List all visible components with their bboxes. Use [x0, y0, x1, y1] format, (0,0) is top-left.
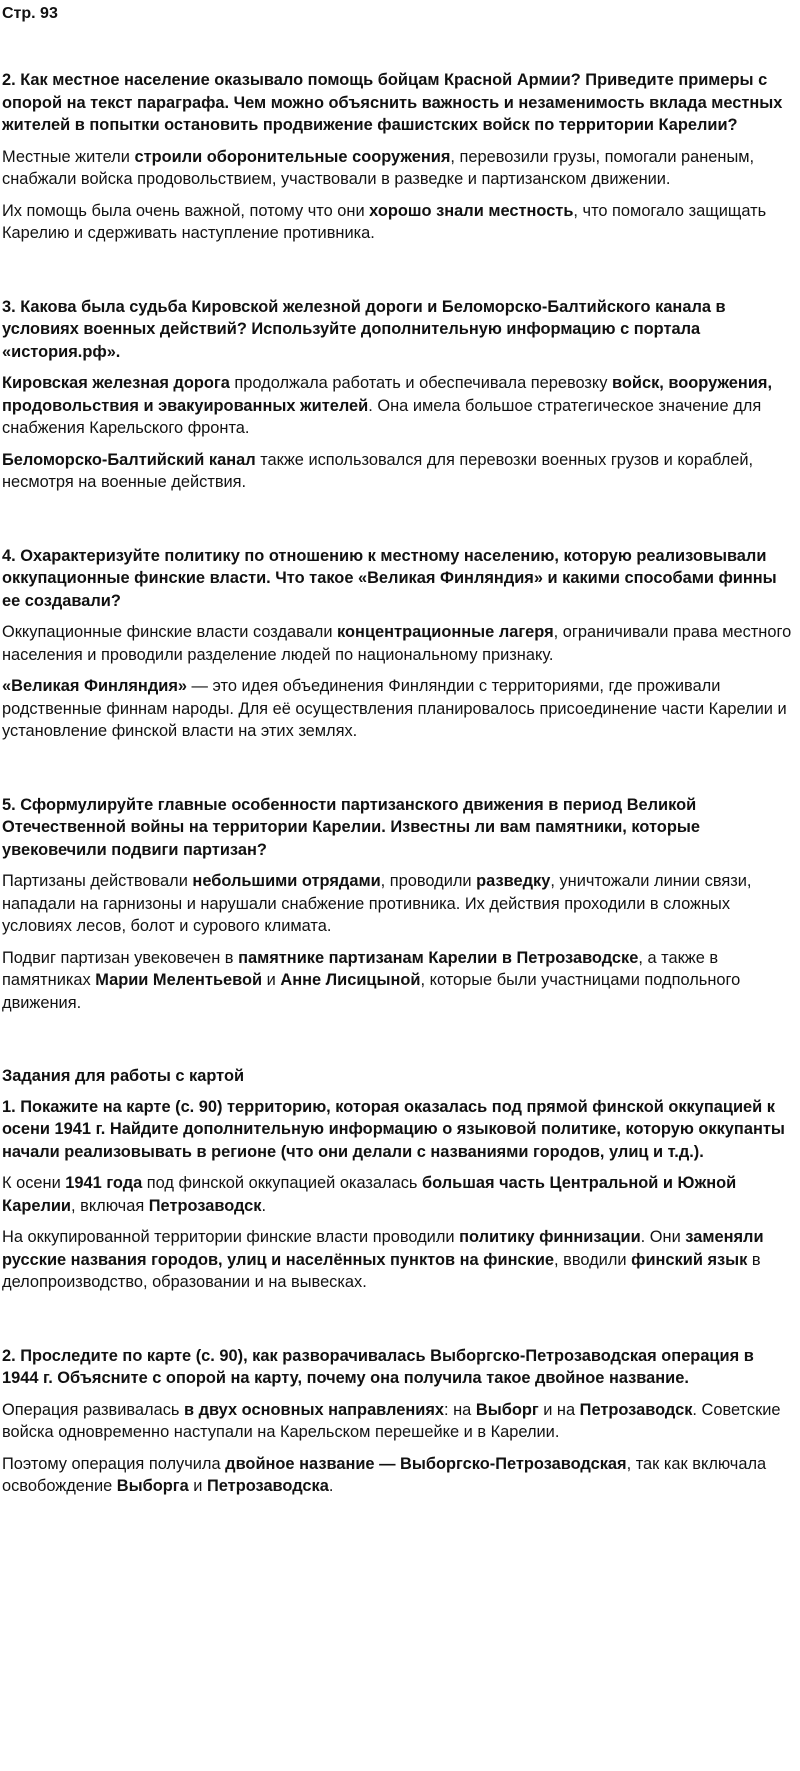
page-label: Стр. 93: [2, 5, 58, 22]
spacer: [2, 24, 792, 69]
text-run: Операция развивалась: [2, 1400, 184, 1419]
answer-paragraph: [2, 947, 792, 1015]
text-run: , уничтожали линии связи, нападали на гарнизоны и нарушали снабжение противника. Их действия проходили в сложных условиях лесов, болот и сурового климата.: [2, 872, 752, 935]
text-run: , ограничивали права местного населения и проводили разделение людей по национальному признаку.: [2, 623, 792, 664]
bold-text-run: Петрозаводск: [579, 1400, 693, 1419]
text-run: .: [261, 1196, 267, 1215]
bold-text-run: двойное название — Выборгско-Петрозаводская: [225, 1454, 627, 1473]
qa-section-q5: [2, 794, 792, 1015]
text-run: , включая: [71, 1196, 149, 1215]
answer-paragraph: [2, 675, 792, 743]
spacer: [2, 1023, 792, 1065]
question-text: 2. Как местное население оказывало помощь бойцам Красной Армии? Приведите примеры с опорой на текст параграфа. Чем можно объяснить важность и незаменимость вклада местных жителей в попытки остановить продвижение фашистских войск по территории Карелии?: [2, 71, 783, 134]
answer-paragraph: [2, 621, 792, 666]
answer-paragraph: [2, 1226, 792, 1294]
answer-paragraph: [2, 200, 792, 245]
text-run: . Они: [640, 1228, 686, 1246]
answer-paragraph: [2, 146, 792, 191]
bold-text-run: строили оборонительные сооружения: [134, 147, 451, 166]
bold-text-run: разведку: [476, 872, 551, 890]
text-run: в делопроизводство, образовании и на вывесках.: [2, 1250, 761, 1291]
answer-paragraph: [2, 1172, 792, 1217]
bold-text-run: 1941 года: [65, 1174, 143, 1192]
text-run: , вводили: [554, 1250, 632, 1269]
qa-section-q3: [2, 296, 792, 494]
bold-text-run: Петрозаводск: [148, 1196, 262, 1215]
bold-text-run: памятнике партизанам Карелии в Петрозаводске: [238, 948, 639, 967]
text-run: продолжала работать и обеспечивала перевозку: [229, 374, 613, 392]
text-run: , которые были участницами подпольного движения.: [2, 971, 741, 1012]
answer-paragraph: [2, 372, 792, 440]
qa-section-map1: [2, 1065, 792, 1294]
spacer: [2, 254, 792, 296]
bold-text-run: «Великая Финляндия»: [2, 677, 187, 695]
question-text: 3. Какова была судьба Кировской железной дороги и Беломорско-Балтийского канала в условиях военных действий? Используйте дополнительную информацию с портала «история.рф».: [2, 297, 726, 361]
bold-text-run: Кировская железная дорога: [2, 374, 230, 392]
answer-paragraph: [2, 1399, 792, 1444]
bold-text-run: концентрационные лагеря: [337, 623, 554, 641]
bold-text-run: большая часть Центральной и Южной Карелии: [2, 1174, 737, 1215]
bold-text-run: небольшими отрядами: [192, 872, 381, 890]
text-run: , перевозили грузы, помогали раненым, снабжали войска продовольствием, участвовали в разведке и партизанском движении.: [2, 147, 755, 188]
spacer: [2, 1303, 792, 1345]
bold-text-run: хорошо знали местность: [369, 201, 574, 220]
bold-text-run: Беломорско-Балтийский канал: [2, 450, 256, 469]
text-run: Подвиг партизан увековечен в: [2, 948, 239, 967]
qa-section-map2: [2, 1345, 792, 1498]
question-text: 1. Покажите на карте (с. 90) территорию, которая оказалась под прямой финской оккупацией к осени 1941 г. Найдите дополнительную информацию о языковой политике, которую оккупанты начали реализовывать в регионе (что они делали с названиями городов, улиц и т.д.).: [2, 1097, 785, 1161]
text-run: под финской оккупацией оказалась: [142, 1174, 422, 1192]
question-text: 2. Проследите по карте (с. 90), как разворачивалась Выборгско-Петрозаводская операция в 1944 г. Объясните с опорой на карту, почему она получила такое двойное название.: [2, 1346, 754, 1387]
bold-text-run: заменяли русские названия городов, улиц и населённых пунктов на финские: [2, 1228, 764, 1269]
qa-section-q4: [2, 545, 792, 743]
question-text: 5. Сформулируйте главные особенности партизанского движения в период Великой Отечественной войны на территории Карелии. Известны ли вам памятники, которые увековечили подвиги партизан?: [2, 795, 700, 859]
answer-paragraph: [2, 870, 792, 938]
text-run: , а также в памятниках: [2, 948, 719, 989]
qa-section-q2: [2, 69, 792, 245]
question-text: 4. Охарактеризуйте политику по отношению к местному населению, которую реализовывали оккупационные финские власти. Что такое «Великая Финляндия» и какими способами финны ее создавали?: [2, 546, 777, 610]
text-run: , так как включала освобождение: [2, 1454, 767, 1495]
text-run: и на: [538, 1400, 580, 1419]
answer-paragraph: [2, 449, 792, 494]
section-heading: Задания для работы с картой: [2, 1067, 245, 1085]
text-run: и: [262, 971, 281, 989]
text-run: — это идея объединения Финляндии с территориями, где проживали родственные финнам народы. Для её осуществления планировалось присоединение части Карелии и установление финской власти на этих землях.: [2, 677, 787, 740]
text-run: Партизаны действовали: [2, 872, 193, 890]
bold-text-run: Марии Мелентьевой: [95, 971, 263, 989]
text-run: : на: [444, 1400, 476, 1419]
text-run: .: [328, 1477, 334, 1495]
text-run: . Советские войска одновременно наступали на Карельском перешейке и в Карелии.: [2, 1400, 781, 1441]
bold-text-run: войск, вооружения, продовольствия и эвакуированных жителей: [2, 374, 773, 415]
text-run: Поэтому операция получила: [2, 1454, 226, 1473]
text-run: К осени: [2, 1174, 66, 1192]
spacer: [2, 503, 792, 545]
bold-text-run: Выборга: [116, 1477, 189, 1495]
bold-text-run: Петрозаводска: [207, 1477, 329, 1495]
text-run: . Она имела большое стратегическое значение для снабжения Карельского фронта.: [2, 396, 762, 437]
text-run: Их помощь была очень важной, потому что они: [2, 201, 370, 220]
spacer: [2, 752, 792, 794]
answer-paragraph: [2, 1453, 792, 1498]
bold-text-run: политику финнизации: [459, 1228, 641, 1246]
bold-text-run: в двух основных направлениях: [183, 1400, 445, 1419]
text-run: и: [188, 1477, 207, 1495]
text-run: также использовался для перевозки военных грузов и кораблей, несмотря на военные действия.: [2, 450, 754, 491]
text-run: , проводили: [380, 872, 477, 890]
text-run: На оккупированной территории финские власти проводили: [2, 1228, 460, 1246]
bold-text-run: Анне Лисицыной: [280, 971, 421, 989]
text-run: , что помогало защищать Карелию и сдерживать наступление противника.: [2, 201, 767, 242]
text-run: Оккупационные финские власти создавали: [2, 623, 338, 641]
text-run: Местные жители: [2, 147, 135, 166]
bold-text-run: Выборг: [475, 1400, 539, 1419]
bold-text-run: финский язык: [631, 1250, 748, 1269]
